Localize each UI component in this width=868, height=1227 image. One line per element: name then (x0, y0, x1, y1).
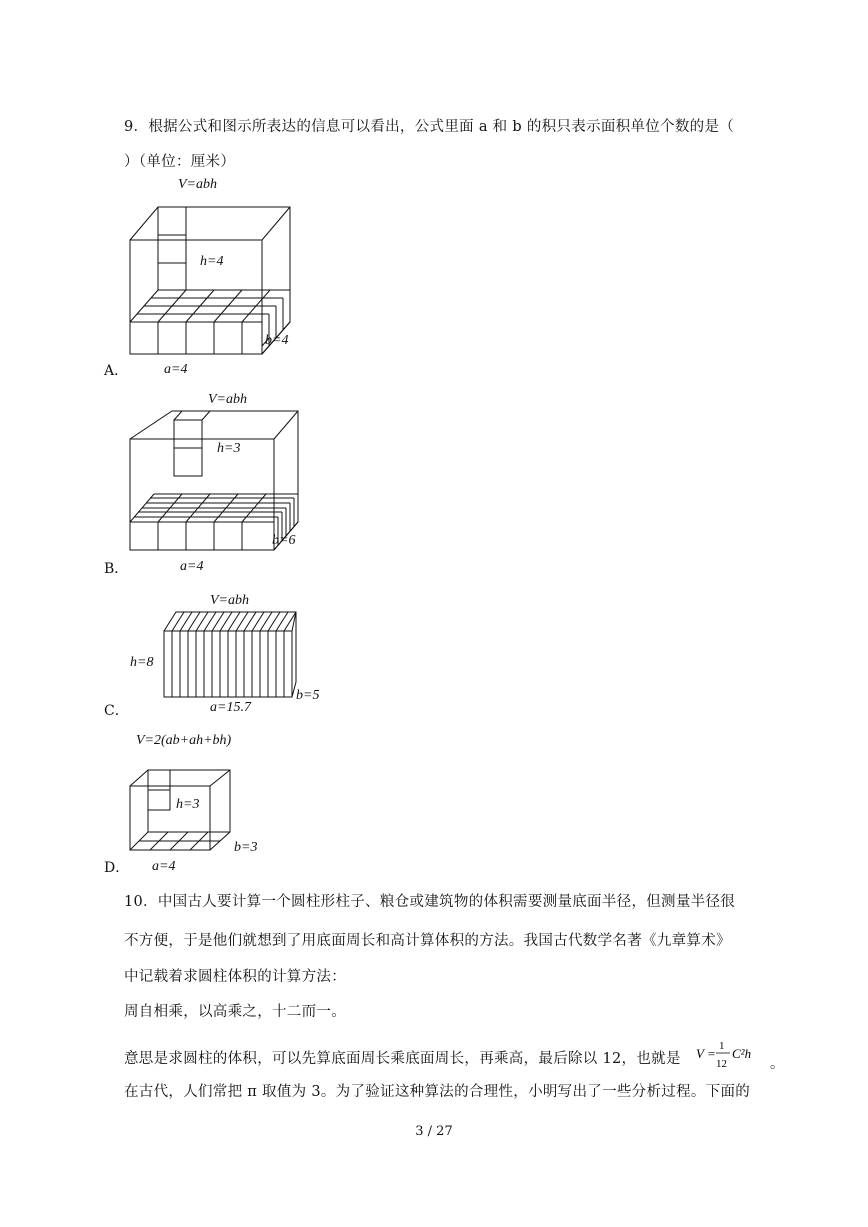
option-b-figure (120, 386, 320, 576)
q9-line2: ）（单位：厘米） (124, 154, 236, 170)
option-b-formula: V=abh (208, 392, 247, 407)
option-b-b: b=6 (272, 533, 296, 548)
option-d-label: D． (104, 860, 130, 876)
option-a-a: a=4 (164, 362, 188, 377)
q10-line6: 在古代，人们常把 π 取值为 3。为了验证这种算法的合理性，小明写出了一些分析过程。下面的 (124, 1084, 751, 1100)
option-a-h: h=4 (200, 254, 224, 269)
option-a-figure (120, 172, 310, 382)
q10-line5-end: 。 (770, 1056, 785, 1072)
option-d-formula: V=2(ab+ah+bh) (136, 733, 232, 748)
formula-den: 12 (716, 1058, 727, 1070)
q10-line2: 不方便，于是他们就想到了用底面周长和高计算体积的方法。我国古代数学名著《九章算术》 (124, 933, 731, 949)
option-d-figure (120, 726, 290, 874)
option-c-a: a=15.7 (210, 700, 251, 715)
q10-line4: 周自相乘，以高乘之，十二而一。 (124, 1004, 346, 1020)
option-d-b: b=3 (234, 840, 258, 855)
option-a-b: b=4 (265, 333, 289, 348)
option-b-a: a=4 (180, 559, 204, 574)
formula-v-c2h (694, 1036, 766, 1072)
option-b-h: h=3 (217, 441, 241, 456)
option-c-figure (120, 586, 340, 716)
q10-line1: 10．中国古人要计算一个圆柱形柱子、粮仓或建筑物的体积需要测量底面半径，但测量半径很 (124, 894, 736, 910)
q9-line1: 9．根据公式和图示所表达的信息可以看出，公式里面 a 和 b 的积只表示面积单位个数的是（ (124, 119, 735, 135)
option-a-formula: V=abh (178, 177, 217, 192)
option-c-formula: V=abh (210, 593, 249, 608)
option-c-h: h=8 (130, 655, 154, 670)
option-c-label: C． (104, 703, 129, 719)
page-number: 3 / 27 (415, 1124, 453, 1139)
formula-rhs: C²h (732, 1046, 752, 1061)
option-d-h: h=3 (176, 797, 200, 812)
formula-lhs: V = (696, 1046, 716, 1061)
formula-num: 1 (719, 1040, 725, 1052)
option-c-b: b=5 (296, 688, 320, 703)
option-d-a: a=4 (152, 859, 176, 874)
q10-line5: 意思是求圆柱的体积，可以先算底面周长乘底面周长，再乘高，最后除以 12，也就是 (124, 1051, 681, 1067)
q10-line3: 中记载着求圆柱体积的计算方法： (124, 969, 346, 985)
option-b-label: B． (104, 561, 129, 577)
option-a-label: A． (104, 363, 129, 379)
